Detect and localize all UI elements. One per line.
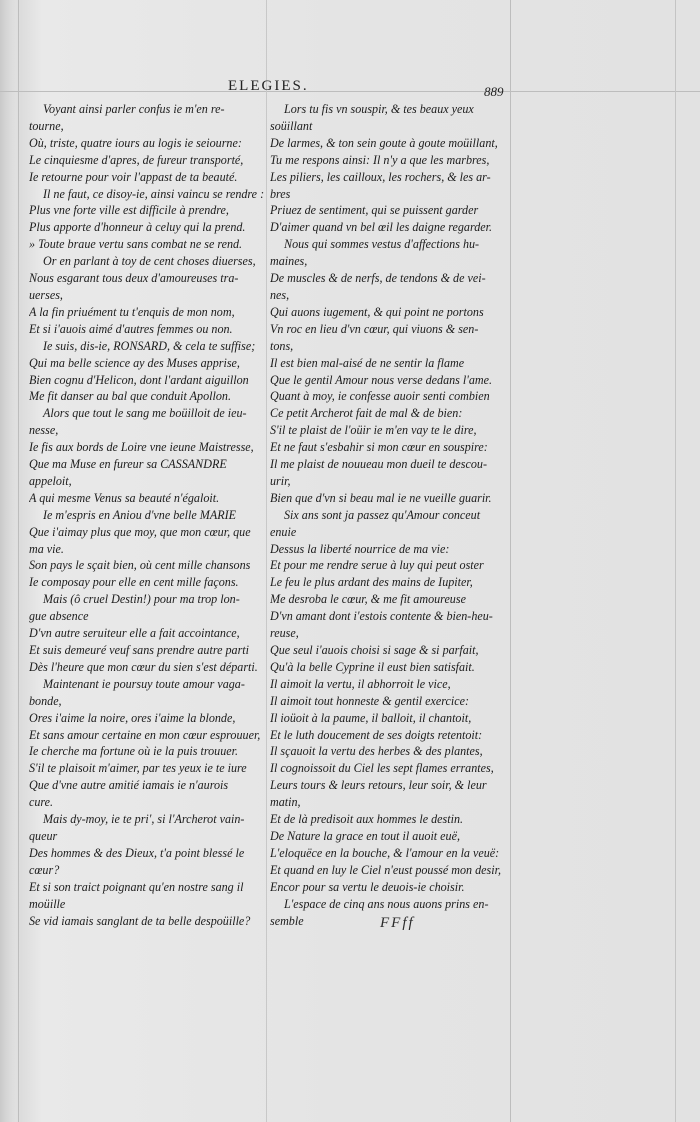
verse-line: Encor pour sa vertu le deuois-ie choisir. bbox=[270, 879, 465, 894]
verse-line: Ie m'espris en Aniou d'vne belle MARIE bbox=[43, 507, 237, 522]
verse-line: cure. bbox=[29, 795, 54, 810]
verse-line: De larmes, & ton sein goute à goute moüillant, bbox=[270, 135, 498, 150]
verse-line: Il aimoit tout honneste & gentil exercice: bbox=[270, 693, 470, 708]
verse-line: ma vie. bbox=[29, 541, 64, 556]
verse-line: Vn roc en lieu d'vn cœur, qui viuons & sen- bbox=[270, 321, 479, 336]
verse-line: Que seul i'auois choisi si sage & si parfait, bbox=[270, 643, 479, 657]
verse-line: Me desroba le cœur, & me fit amoureuse bbox=[270, 592, 466, 607]
verse-line: Où, triste, quatre iours au logis ie seiourne: bbox=[29, 135, 242, 150]
verse-line: Se vid iamais sanglant de ta belle despoüille? bbox=[29, 913, 251, 928]
verse-line: Lors tu fis vn souspir, & tes beaux yeux bbox=[284, 102, 474, 116]
verse-line: matin, bbox=[270, 795, 301, 810]
verse-line: Il ne faut, ce disoy-ie, ainsi vaincu se rendre : bbox=[43, 186, 265, 201]
right-text-column bbox=[270, 101, 508, 929]
verse-line: tons, bbox=[270, 338, 294, 353]
verse-line: Et si i'auois aimé d'autres femmes ou non. bbox=[29, 321, 233, 336]
verse-line: Bien cognu d'Helicon, dont l'ardant aiguillon bbox=[29, 372, 249, 387]
verse-line: Mais (ô cruel Destin!) pour ma trop lon- bbox=[43, 592, 240, 607]
verse-line: Ores i'aime la noire, ores i'aime la blonde, bbox=[29, 710, 236, 725]
verse-line: Il sçauoit la vertu des herbes & des plantes, bbox=[270, 744, 483, 759]
verse-line: tourne, bbox=[29, 118, 64, 133]
left-frame-rule bbox=[18, 0, 19, 1122]
verse-line: Priuez de sentiment, qui se puissent garder bbox=[270, 203, 479, 218]
verse-line: Que d'vne autre amitié iamais ie n'aurois bbox=[29, 778, 229, 793]
verse-line: Et quand en luy le Ciel n'eust poussé mon desir, bbox=[270, 862, 501, 877]
verse-line: Dessus la liberté nourrice de ma vie: bbox=[270, 541, 450, 556]
verse-line: Le cinquiesme d'apres, de fureur transporté, bbox=[29, 152, 244, 167]
signature-mark: FFff bbox=[380, 915, 415, 931]
verse-line: A la fin priuément tu t'enquis de mon nom, bbox=[29, 304, 235, 319]
verse-line: Ce petit Archerot fait de mal & de bien: bbox=[270, 406, 463, 421]
verse-line: D'aimer quand vn bel œil les daigne regarder. bbox=[270, 220, 493, 235]
verse-line: Nous esgarant tous deux d'amoureuses tra- bbox=[29, 271, 239, 286]
verse-line: Me fit danser au bal que conduit Apollon. bbox=[29, 389, 231, 404]
outer-margin-rule bbox=[675, 0, 676, 1122]
verse-line: Il est bien mal-aisé de ne sentir la flame bbox=[270, 355, 465, 370]
verse-line: reuse, bbox=[270, 626, 299, 641]
verse-line: Voyant ainsi parler confus ie m'en re- bbox=[43, 102, 225, 116]
page-number: 889 bbox=[484, 84, 504, 99]
verse-line: L'espace de cinq ans nous auons prins en- bbox=[284, 896, 489, 911]
verse-line: Que ma Muse en fureur sa CASSANDRE bbox=[29, 457, 227, 472]
verse-line: semble bbox=[270, 913, 304, 928]
verse-line: S'il te plaist de l'oüir ie m'en vay te le dire, bbox=[270, 423, 477, 438]
verse-line: Il me plaist de nouueau mon dueil te descou- bbox=[270, 457, 487, 472]
verse-line: Nous qui sommes vestus d'affections hu- bbox=[284, 237, 480, 252]
verse-line: L'eloquëce en la bouche, & l'amour en la veuë: bbox=[270, 845, 500, 860]
verse-line: bres bbox=[270, 186, 291, 201]
verse-line: D'vn autre seruiteur elle a fait accointance, bbox=[29, 626, 240, 641]
verse-line: Bien que d'vn si beau mal ie ne vueille guarir. bbox=[270, 490, 492, 505]
verse-line: Leurs tours & leurs retours, leur soir, & leur bbox=[270, 778, 487, 793]
binding-shadow bbox=[0, 0, 16, 1122]
verse-line: Et de là predisoit aux hommes le destin. bbox=[270, 812, 464, 827]
verse-line: D'vn amant dont i'estois contente & bien-heu- bbox=[270, 609, 493, 624]
verse-line: Que le gentil Amour nous verse dedans l'ame. bbox=[270, 372, 493, 387]
verse-line: Ie composay pour elle en cent mille façons. bbox=[29, 575, 239, 590]
verse-line: enuie bbox=[270, 524, 297, 539]
verse-line: urir, bbox=[270, 473, 291, 488]
verse-line: Qu'à la belle Cyprine il eust bien satisfait. bbox=[270, 659, 475, 674]
verse-line: Tu me respons ainsi: Il n'y a que les marbres, bbox=[270, 152, 490, 167]
verse-line: Plus vne forte ville est difficile à prendre, bbox=[29, 203, 229, 218]
verse-line: Ie suis, dis-ie, RONSARD, & cela te suffise; bbox=[43, 338, 256, 353]
running-head: ELEGIES. bbox=[228, 78, 309, 94]
right-frame-rule bbox=[510, 0, 511, 1122]
verse-line: Plus apporte d'honneur à celuy qui la prend. bbox=[29, 220, 246, 235]
verse-line: Et suis demeuré veuf sans prendre autre parti bbox=[29, 643, 250, 657]
verse-line: Ie retourne pour voir l'appast de ta beauté. bbox=[29, 169, 238, 184]
verse-line: Six ans sont ja passez qu'Amour conceut bbox=[284, 507, 481, 522]
verse-line: Ie cherche ma fortune où ie la puis trouuer. bbox=[29, 744, 239, 759]
verse-line: Or en parlant à toy de cent choses diuerses, bbox=[43, 254, 256, 269]
verse-line: Maintenant ie poursuy toute amour vaga- bbox=[43, 676, 245, 691]
verse-line: Dès l'heure que mon cœur du sien s'est départi. bbox=[29, 659, 258, 674]
verse-line: nesse, bbox=[29, 423, 59, 438]
verse-line: Et le luth doucement de ses doigts retentoit: bbox=[270, 727, 483, 742]
verse-line: Le feu le plus ardant des mains de Iupiter, bbox=[270, 575, 473, 590]
verse-line: appeloit, bbox=[29, 473, 72, 488]
verse-line: Et pour me rendre serue à luy qui peut oster bbox=[270, 558, 484, 573]
verse-line: Il cognoissoit du Ciel les sept flames errantes, bbox=[270, 761, 494, 776]
verse-line: soüillant bbox=[270, 118, 313, 133]
verse-line: Son pays le sçait bien, où cent mille chansons bbox=[29, 558, 251, 573]
verse-line: Quant à moy, ie confesse auoir senti combien bbox=[270, 389, 490, 404]
verse-line: Qui auons iugement, & qui point ne portons bbox=[270, 304, 484, 319]
verse-line: Que i'aimay plus que moy, que mon cœur, que bbox=[29, 524, 251, 539]
verse-line: bonde, bbox=[29, 693, 62, 708]
verse-line: Et sans amour certaine en mon cœur esprouuer, bbox=[29, 727, 261, 742]
verse-line: Mais dy-moy, ie te pri', si l'Archerot vain- bbox=[43, 812, 245, 827]
left-text-column bbox=[29, 101, 269, 929]
verse-line: moüille bbox=[29, 896, 66, 911]
verse-line: maines, bbox=[270, 254, 308, 269]
verse-line: Des hommes & des Dieux, t'a point blessé le bbox=[29, 845, 245, 860]
verse-line: nes, bbox=[270, 287, 290, 302]
verse-line: De Nature la grace en tout il auoit euë, bbox=[270, 828, 460, 843]
verse-line: Ie fis aux bords de Loire vne ieune Maistresse, bbox=[29, 440, 254, 455]
top-rule bbox=[0, 91, 700, 92]
verse-line: De muscles & de nerfs, de tendons & de vei- bbox=[270, 271, 486, 286]
verse-line: Alors que tout le sang me boüilloit de ieu- bbox=[43, 406, 247, 421]
verse-line: Et ne faut s'esbahir si mon cœur en souspire: bbox=[270, 440, 488, 455]
verse-line: A qui mesme Venus sa beauté n'égaloit. bbox=[29, 490, 220, 505]
verse-line: Les piliers, les cailloux, les rochers, & les ar- bbox=[270, 169, 491, 184]
verse-line: cœur? bbox=[29, 862, 60, 877]
verse-line: gue absence bbox=[29, 609, 89, 624]
verse-line: Qui ma belle science ay des Muses apprise, bbox=[29, 355, 240, 370]
verse-line: Et si son traict poignant qu'en nostre sang il bbox=[29, 879, 244, 894]
verse-line: S'il te plaisoit m'aimer, par tes yeux ie te iure bbox=[29, 761, 247, 776]
verse-line: uerses, bbox=[29, 287, 63, 302]
verse-line: » Toute braue vertu sans combat ne se rend. bbox=[29, 237, 243, 252]
verse-line: Il aimoit la vertu, il abhorroit le vice, bbox=[270, 676, 451, 691]
verse-line: Il ioüoit à la paume, il balloit, il chantoit, bbox=[270, 710, 472, 725]
verse-line: queur bbox=[29, 828, 58, 843]
